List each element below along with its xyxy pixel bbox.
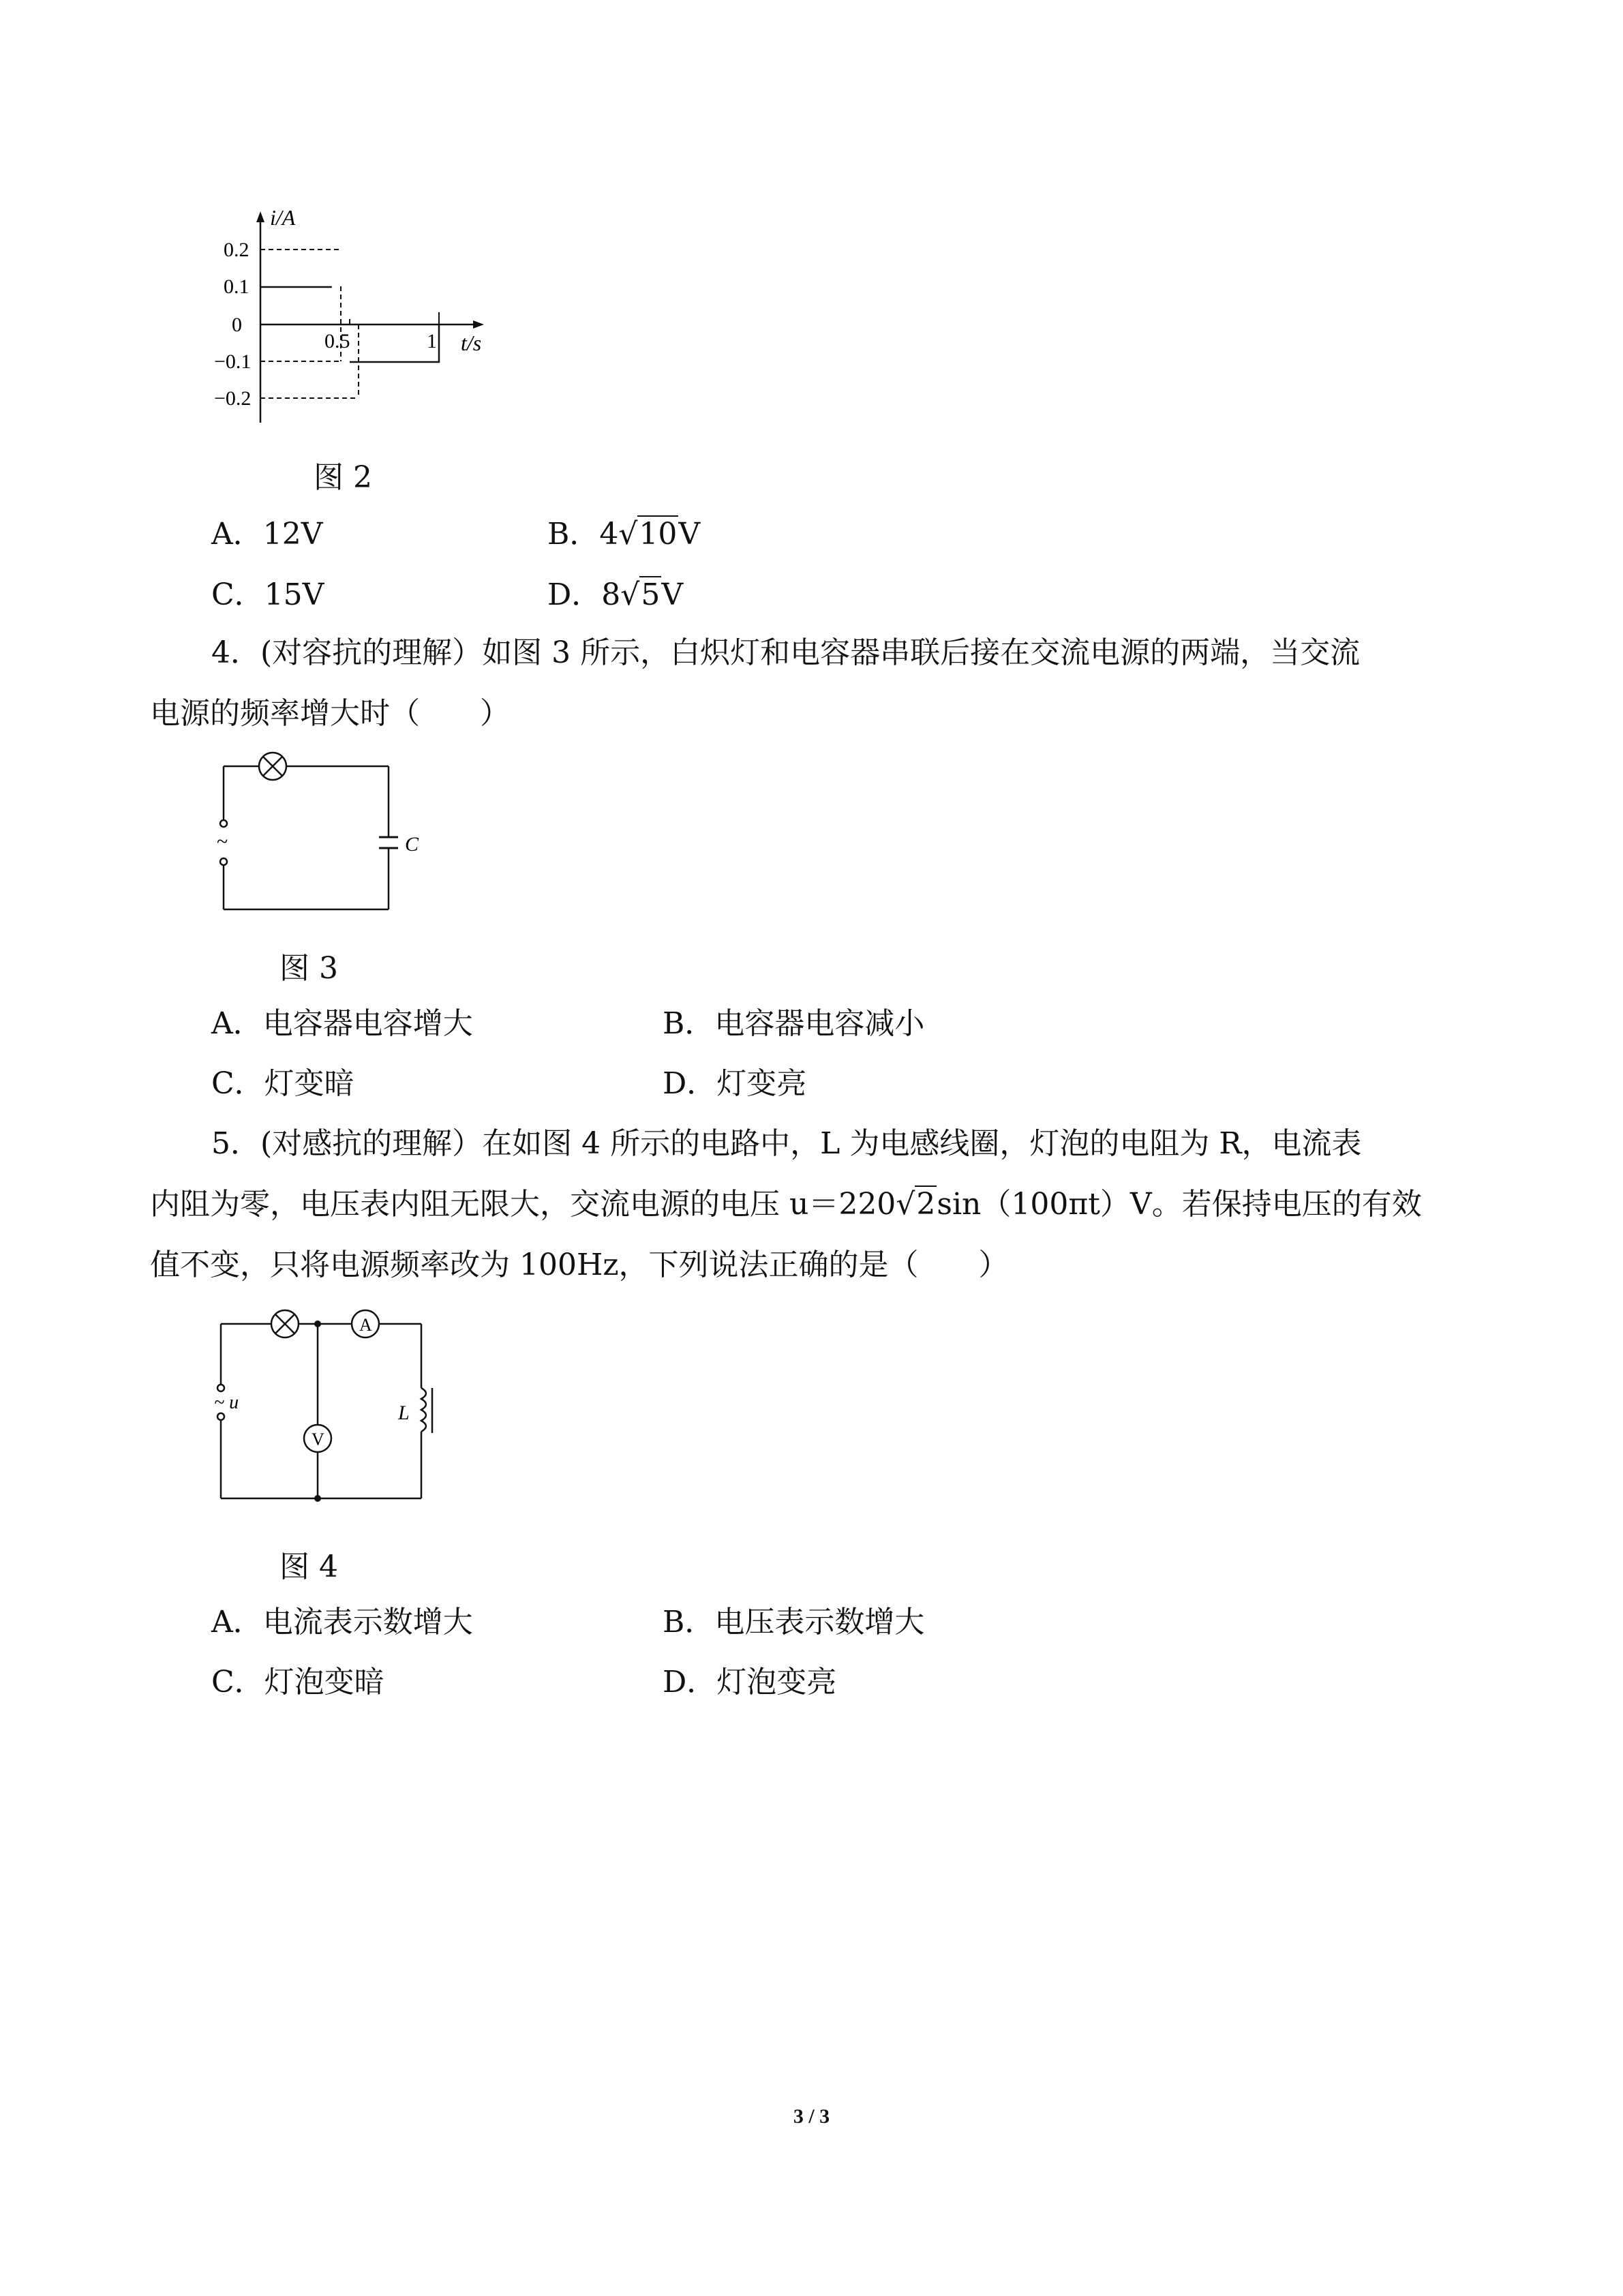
junction-dot bbox=[314, 1320, 321, 1327]
option-text: 12V bbox=[262, 517, 323, 552]
radicand: 10 bbox=[639, 517, 678, 552]
x-axis-arrow bbox=[473, 320, 484, 329]
y-tick-label: 0 bbox=[232, 314, 242, 336]
y-axis-arrow bbox=[256, 211, 264, 222]
q4-option-b[interactable] bbox=[663, 1003, 924, 1044]
y-tick-label: −0.1 bbox=[214, 350, 252, 373]
option-text: 电压表示数增大 bbox=[714, 1605, 925, 1640]
sqrt-radical: √5 bbox=[620, 577, 661, 612]
option-letter: A． bbox=[211, 1006, 263, 1041]
option-text: 灯泡变亮 bbox=[716, 1665, 837, 1700]
x-tick-label: 0.5 bbox=[324, 330, 350, 352]
q5-text-line1: 5．(对感抗的理解）在如图 4 所示的电路中，L 为电感线圈，灯泡的电阻为 R，电流表 bbox=[211, 1126, 1362, 1161]
option-text: 灯变暗 bbox=[264, 1066, 354, 1101]
inductor-coil bbox=[421, 1388, 426, 1432]
inductor-label: L bbox=[398, 1402, 410, 1424]
q5-option-c[interactable] bbox=[211, 1662, 384, 1703]
series-line-i-end bbox=[350, 324, 439, 362]
terminal bbox=[217, 1385, 224, 1391]
radicand: 2 bbox=[916, 1187, 936, 1222]
q4-option-c[interactable] bbox=[211, 1063, 354, 1104]
option-coef: 4 bbox=[599, 517, 619, 552]
option-letter: D． bbox=[547, 577, 602, 612]
option-text: 15V bbox=[264, 577, 324, 612]
q3-option-b[interactable] bbox=[547, 514, 700, 555]
option-letter: B． bbox=[547, 517, 600, 552]
figure-3-circuit bbox=[204, 743, 450, 920]
option-letter: C． bbox=[211, 1066, 264, 1101]
q5-option-d[interactable] bbox=[663, 1662, 836, 1703]
option-text: 电容器电容减小 bbox=[714, 1006, 925, 1041]
q5-line2-pre: 内阻为零，电压表内阻无限大，交流电源的电压 u＝220 bbox=[150, 1187, 896, 1222]
q4-text-line1: 4．(对容抗的理解）如图 3 所示，白炽灯和电容器串联后接在交流电源的两端，当交流 bbox=[211, 635, 1361, 670]
option-letter: C． bbox=[211, 577, 264, 612]
q5-option-a[interactable] bbox=[211, 1602, 473, 1643]
sqrt-radical: √2 bbox=[896, 1187, 936, 1222]
q4-option-a[interactable] bbox=[211, 1003, 473, 1044]
option-text: 灯变亮 bbox=[716, 1066, 807, 1101]
y-axis-label: i/A bbox=[270, 205, 296, 230]
q3-option-a[interactable] bbox=[211, 514, 323, 555]
sqrt-radical: √10 bbox=[618, 517, 678, 552]
q5-option-b[interactable] bbox=[663, 1602, 924, 1643]
radicand: 5 bbox=[641, 577, 661, 612]
figure-3-caption: 图 3 bbox=[279, 951, 338, 986]
option-unit: V bbox=[661, 577, 684, 612]
option-unit: V bbox=[678, 517, 701, 552]
terminal bbox=[220, 858, 227, 865]
option-letter: A． bbox=[211, 1605, 263, 1640]
figure-2-caption: 图 2 bbox=[314, 460, 372, 495]
q3-option-d[interactable] bbox=[547, 575, 683, 616]
option-text: 电流表示数增大 bbox=[262, 1605, 473, 1640]
figure-2-graph bbox=[204, 205, 504, 429]
capacitor-label: C bbox=[405, 833, 419, 856]
y-tick-label: −0.2 bbox=[214, 387, 252, 410]
x-axis-label: t/s bbox=[461, 331, 482, 355]
junction-dot bbox=[314, 1495, 321, 1502]
terminal bbox=[220, 820, 227, 827]
q3-option-c[interactable] bbox=[211, 575, 324, 616]
y-tick-label: 0.1 bbox=[224, 275, 249, 298]
option-letter: B． bbox=[663, 1605, 715, 1640]
ac-source-symbol: ~ bbox=[217, 830, 228, 853]
ac-source-label: ~ u bbox=[214, 1392, 239, 1413]
figure-4-caption: 图 4 bbox=[279, 1550, 338, 1584]
option-letter: D． bbox=[663, 1665, 717, 1700]
q5-line2-post: sin（100πt）V。若保持电压的有效 bbox=[937, 1187, 1422, 1222]
figure-4-circuit bbox=[204, 1303, 464, 1508]
option-letter: D． bbox=[663, 1066, 717, 1101]
option-letter: B． bbox=[663, 1006, 715, 1041]
option-letter: A． bbox=[211, 517, 263, 552]
q4-text-line2: 电源的频率增大时（ ） bbox=[150, 696, 510, 731]
option-coef: 8 bbox=[601, 577, 621, 612]
ammeter-label: A bbox=[359, 1315, 372, 1335]
q5-text-line3: 值不变，只将电源频率改为 100Hz，下列说法正确的是（ ） bbox=[150, 1248, 1009, 1282]
option-letter: C． bbox=[211, 1665, 264, 1700]
q4-option-d[interactable] bbox=[663, 1063, 806, 1104]
voltmeter-label: V bbox=[312, 1430, 324, 1449]
page-number: 3 / 3 bbox=[793, 2105, 830, 2128]
q5-text-line2 bbox=[150, 1184, 1422, 1225]
terminal bbox=[217, 1413, 224, 1420]
option-text: 灯泡变暗 bbox=[264, 1665, 384, 1700]
y-tick-label: 0.2 bbox=[224, 239, 249, 261]
x-tick-label: 1 bbox=[427, 330, 437, 352]
option-text: 电容器电容增大 bbox=[262, 1006, 473, 1041]
